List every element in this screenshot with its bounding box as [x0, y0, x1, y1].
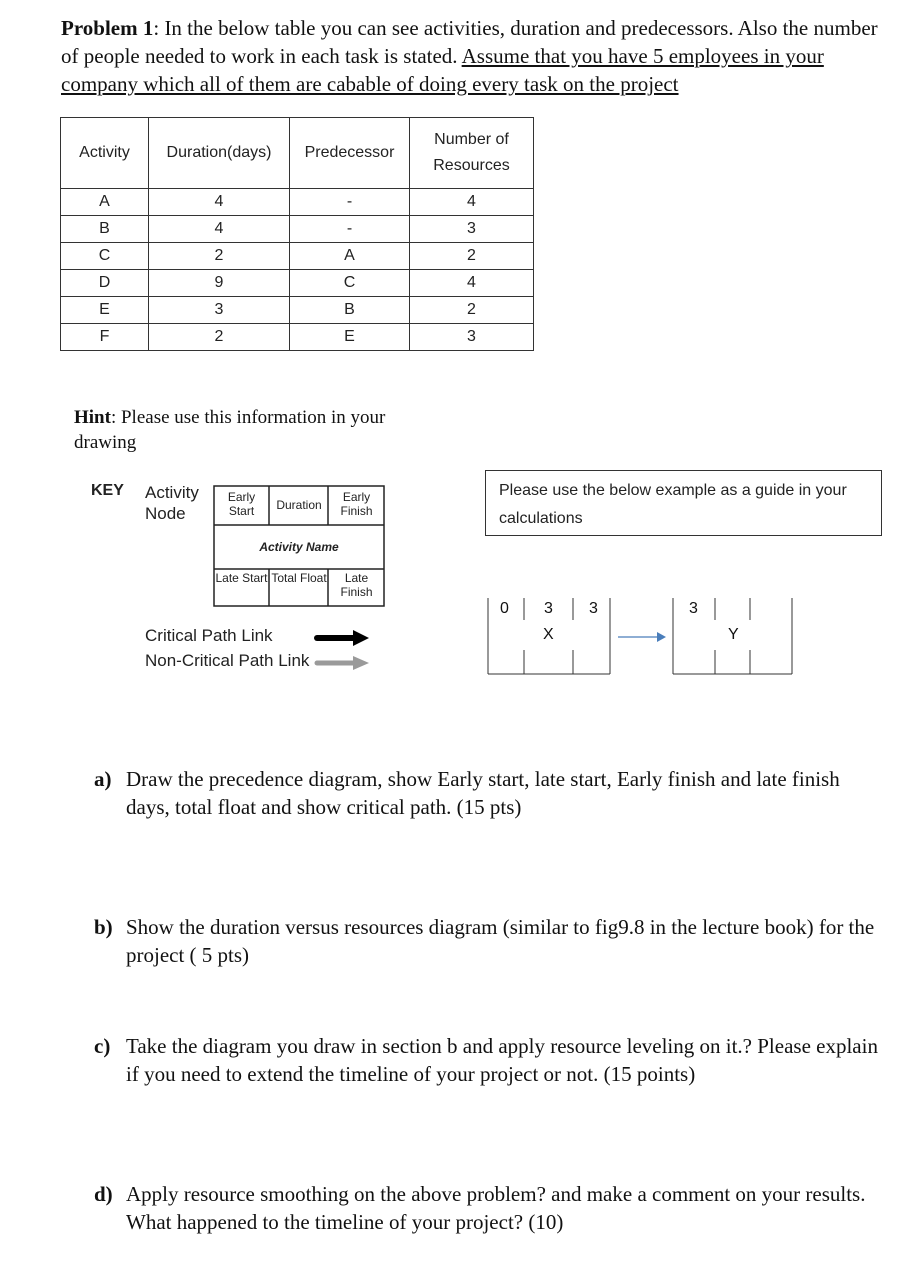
cell-predecessor: B [290, 297, 410, 324]
node-y-name: Y [728, 626, 739, 643]
table-row [61, 270, 534, 297]
cell-resources: 2 [410, 297, 534, 324]
key-legend [91, 478, 401, 680]
question-c [94, 1032, 884, 1088]
cell-duration: 9 [149, 270, 290, 297]
problem-statement [61, 14, 891, 98]
question-b [94, 913, 884, 969]
cell-resources: 2 [410, 243, 534, 270]
cell-resources: 3 [410, 216, 534, 243]
question-c-text: Take the diagram you draw in section b and apply resource leveling on it.? Please explain if you need to extend the timeline of your project or not. (15 points) [126, 1034, 878, 1086]
question-d [94, 1180, 884, 1236]
question-c-label: c) [94, 1034, 111, 1058]
cell-activity: B [61, 216, 149, 243]
activity-name-label: Activity Name [259, 540, 339, 554]
problem-label: Problem 1 [61, 16, 154, 40]
cell-duration: 4 [149, 189, 290, 216]
question-a-label: a) [94, 767, 112, 791]
duration-label: Duration [276, 498, 322, 512]
cell-duration: 3 [149, 297, 290, 324]
node-x-early-finish: 3 [589, 600, 598, 617]
cell-predecessor: E [290, 324, 410, 351]
header-predecessor: Predecessor [290, 118, 410, 189]
cell-activity: D [61, 270, 149, 297]
question-b-label: b) [94, 915, 113, 939]
node-x-name: X [543, 626, 554, 643]
node-y-early-start: 3 [689, 600, 698, 617]
cell-duration: 2 [149, 324, 290, 351]
hint-label: Hint [74, 407, 111, 428]
early-finish-label: Early Finish [340, 490, 373, 518]
guide-text: Please use the below example as a guide in your calculations [499, 482, 847, 527]
cell-duration: 2 [149, 243, 290, 270]
cell-predecessor: - [290, 189, 410, 216]
key-label: KEY [91, 482, 124, 499]
cell-predecessor: C [290, 270, 410, 297]
header-resources [410, 118, 534, 189]
cell-activity: C [61, 243, 149, 270]
noncritical-arrow-icon [317, 656, 369, 670]
cell-predecessor: A [290, 243, 410, 270]
activity-node-label: Activity Node [145, 483, 199, 523]
activity-table [60, 117, 534, 351]
question-d-label: d) [94, 1182, 113, 1206]
cell-activity: E [61, 297, 149, 324]
cell-duration: 4 [149, 216, 290, 243]
critical-arrow-icon [317, 630, 369, 646]
example-arrow-icon [618, 632, 666, 642]
table-row [61, 324, 534, 351]
hint-text [74, 405, 414, 455]
critical-link-label: Critical Path Link [145, 626, 273, 645]
cell-resources: 4 [410, 189, 534, 216]
late-start-label: Late Start [215, 571, 268, 585]
header-resources-text: Number of Resources [433, 131, 510, 174]
late-finish-label: Late Finish [340, 571, 373, 599]
guide-box [485, 470, 882, 536]
problem-text: : In the below table you can see activities, duration and predecessors. Also the number of people needed to work in each task is stated. [61, 16, 878, 68]
table-header-row [61, 118, 534, 189]
node-x-duration: 3 [544, 600, 553, 617]
cell-predecessor: - [290, 216, 410, 243]
table-row [61, 189, 534, 216]
table-row [61, 243, 534, 270]
question-a [94, 765, 884, 821]
table-row [61, 216, 534, 243]
table-row [61, 297, 534, 324]
problem-assumption: Assume that you have 5 employees in your company which all of them are cabable of doing every task on the project [61, 44, 824, 96]
total-float-label: Total Float [271, 571, 327, 585]
cell-activity: F [61, 324, 149, 351]
early-start-label: Early Start [227, 490, 256, 518]
cell-resources: 4 [410, 270, 534, 297]
question-d-text: Apply resource smoothing on the above problem? and make a comment on your results. What happened to the timeline of your project? (10) [126, 1182, 866, 1234]
node-x-early-start: 0 [500, 600, 509, 617]
question-b-text: Show the duration versus resources diagram (similar to fig9.8 in the lecture book) for the project ( 5 pts) [126, 915, 875, 967]
header-duration: Duration(days) [149, 118, 290, 189]
hint-body: : Please use this information in your drawing [74, 407, 386, 453]
cell-activity: A [61, 189, 149, 216]
question-a-text: Draw the precedence diagram, show Early start, late start, Early finish and late finish days, total float and show critical path. (15 pts) [126, 767, 840, 819]
link-arrows [313, 628, 373, 674]
example-diagram [480, 592, 800, 678]
cell-resources: 3 [410, 324, 534, 351]
noncritical-link-label: Non-Critical Path Link [145, 651, 310, 670]
header-activity: Activity [61, 118, 149, 189]
